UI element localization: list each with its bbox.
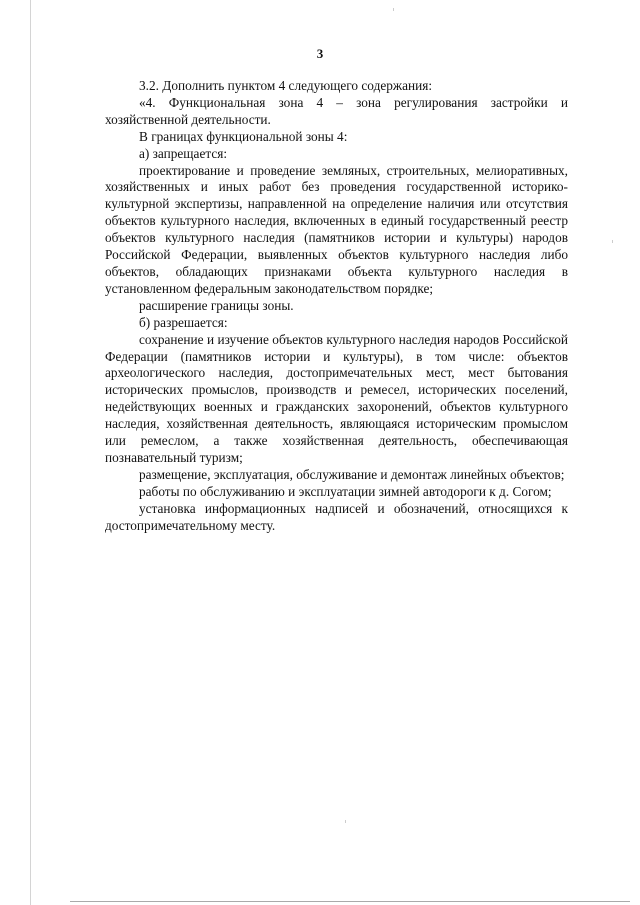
scan-speck [612,240,613,243]
scan-edge-bottom [70,901,630,902]
paragraph: а) запрещается: [139,145,228,161]
scan-edge-left [30,0,31,905]
paragraph: «4. Функциональная зона 4 – зона регулирования застройки и хозяйственной деятельности. [105,94,568,127]
paragraph: расширение границы зоны. [139,297,294,313]
paragraph: работы по обслуживанию и эксплуатации зимней автодороги к д. Согом; [139,483,552,499]
paragraph: б) разрешается: [139,314,228,330]
paragraph: сохранение и изучение объектов культурного наследия народов Российской Федерации (памятников истории и культуры), в том числе: объектов археологического наследия, достопримечательных мест, мест бытования исторических промыслов, производств и ремесел, исторических поселений, недействующих военных и гражданских захоронений, объектов культурного наследия, хозяйственная деятельность, являющаяся историческим промыслом или ремеслом, а также хозяйственная деятельность, обеспечивающая познавательный туризм; [105,331,568,465]
paragraph: 3.2. Дополнить пунктом 4 следующего содержания: [139,78,433,93]
scan-speck [345,820,346,823]
scan-speck [393,8,394,11]
page-number: 3 [316,46,324,61]
paragraph: установка информационных надписей и обозначений, относящихся к достопримечательному месту. [105,500,568,533]
document-body [105,78,568,534]
paragraph: В границах функциональной зоны 4: [139,128,348,144]
paragraph: размещение, эксплуатация, обслуживание и демонтаж линейных объектов; [139,466,565,482]
paragraph: проектирование и проведение земляных, строительных, мелиоративных, хозяйственных и иных работ без проведения государственной историко-культурной экспертизы, направленной на определение наличия или отсутствия объектов культурного наследия, включенных в единый государственный реестр объектов культурного наследия (памятников истории и культуры) народов Российской Федерации, выявленных объектов культурного наследия либо объектов, обладающих признаками объекта культурного наследия в установленном федеральным законодательством порядке; [105,162,568,296]
